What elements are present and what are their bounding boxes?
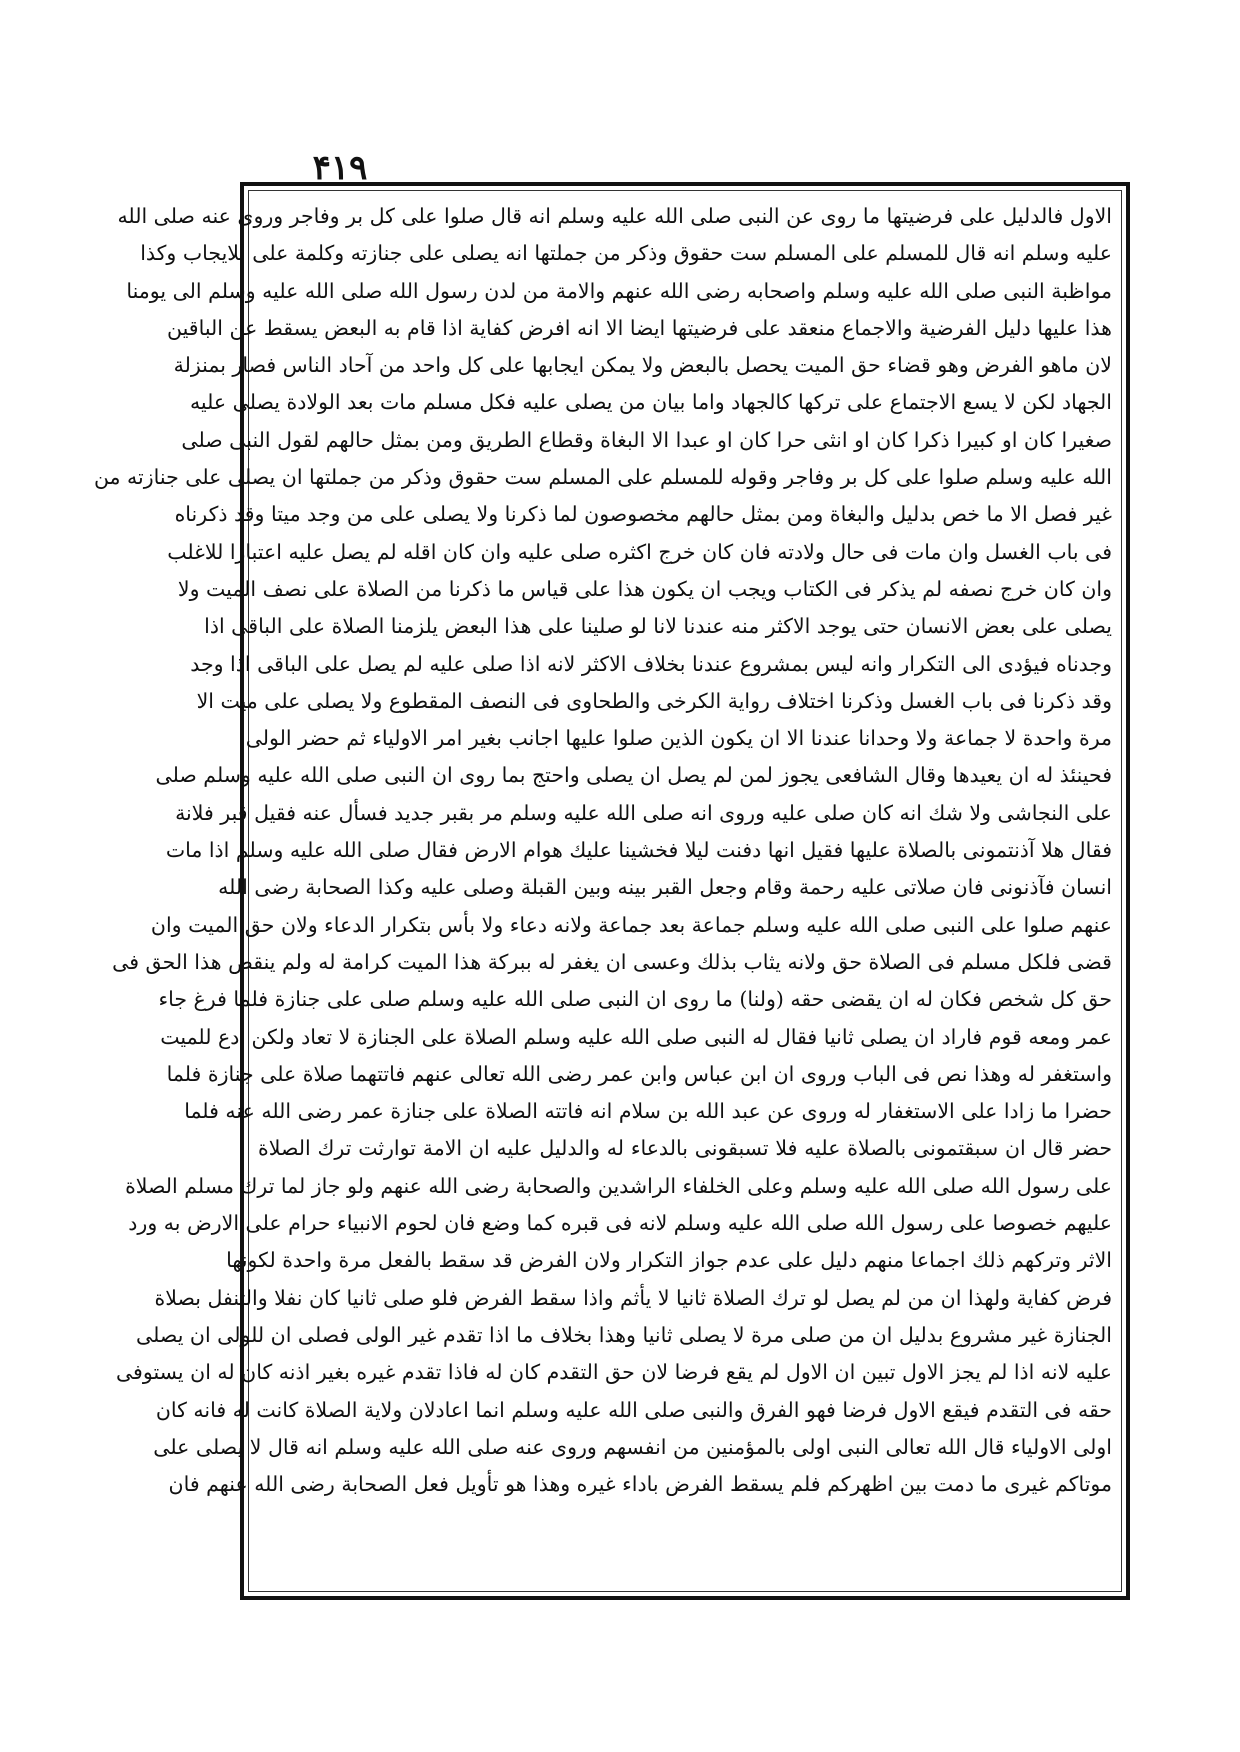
text-line: فى باب الغسل وان مات فى حال ولادته فان كان خرج اكثره صلى عليه وان كان اقله لم يصل عليه اعتبارا للاغلب xyxy=(167,539,1112,564)
text-line: فحينئذ له ان يعيدها وقال الشافعى يجوز لمن لم يصل ان يصلى واحتج بما روى ان النبى صلى الله عليه وسلم صلى xyxy=(155,763,1112,788)
text-line: واستغفر له وهذا نص فى الباب وروى ان ابن عباس وابن عمر رضى الله تعالى عنهم فاتتهما صلاة على جنازة فلما xyxy=(166,1061,1112,1086)
text-line: الاثر وتركهم ذلك اجماعا منهم دليل على عدم جواز التكرار ولان الفرض قد سقط بالفعل مرة واحدة لكونها xyxy=(226,1248,1112,1273)
text-line: يصلى على بعض الانسان حتى يوجد الاكثر منه عندنا لانا لو صلينا على هذا البعض يلزمنا الصلاة على الباقى اذا xyxy=(204,614,1112,639)
text-line: حق كل شخص فكان له ان يقضى حقه (ولنا) ما روى ان النبى صلى الله عليه وسلم صلى على جنازة فلما فرغ جاء xyxy=(158,987,1112,1012)
text-line: حضر قال ان سبقتمونى بالصلاة عليه فلا تسبقونى بالدعاء له والدليل عليه ان الامة توارثت ترك الصلاة xyxy=(258,1136,1112,1161)
text-line: الجنازة غير مشروع بدليل ان من صلى مرة لا يصلى ثانيا وهذا بخلاف ما اذا تقدم غير الولى فصلى ان للولى ان يصلى xyxy=(136,1322,1112,1347)
text-line: عليه وسلم انه قال للمسلم على المسلم ست حقوق وذكر من جملتها انه يصلى على جنازته وكلمة على للايجاب وكذا xyxy=(140,241,1112,266)
text-line: قضى فلكل مسلم فى الصلاة حق ولانه يثاب بذلك وعسى ان يغفر له ببركة هذا الميت كرامة له ولم ينقض هذا الحق فى xyxy=(112,949,1112,974)
text-line: وان كان خرج نصفه لم يذكر فى الكتاب ويجب ان يكون هذا على قياس ما ذكرنا من الصلاة على نصف الميت ولا xyxy=(177,576,1112,601)
text-line: عليهم خصوصا على رسول الله صلى الله عليه وسلم لانه فى قبره كما وضع فان لحوم الانبياء حرام على الارض به ورد xyxy=(128,1211,1112,1236)
text-line: وجدناه فيؤدى الى التكرار وانه ليس بمشروع عندنا بخلاف الاكثر لانه اذا صلى عليه لم يصل على الباقى اذا وجد xyxy=(190,651,1112,676)
text-line: اولى الاولياء قال الله تعالى النبى اولى بالمؤمنين من انفسهم وروى عنه صلى الله عليه وسلم انه قال لا يصلى على xyxy=(153,1434,1112,1459)
text-line: حضرا ما زادا على الاستغفار له وروى عن عبد الله بن سلام انه فاتته الصلاة على جنازة عمر رضى الله عنه فلما xyxy=(184,1099,1112,1124)
text-line: فقال هلا آذنتمونى بالصلاة عليها فقيل انها دفنت ليلا فخشينا عليك هوام الارض فقال صلى الله عليه وسلم اذا مات xyxy=(165,838,1112,863)
text-line: عمر ومعه قوم فاراد ان يصلى ثانيا فقال له النبى صلى الله عليه وسلم الصلاة على الجنازة لا تعاد ولكن ادع للميت xyxy=(160,1024,1112,1049)
text-line: انسان فآذنونى فان صلاتى عليه رحمة وقام وجعل القبر بينه وبين القبلة وصلى عليه وكذا الصحابة رضى الله xyxy=(218,875,1112,900)
text-line: مواظبة النبى صلى الله عليه وسلم واصحابه رضى الله عنهم والامة من لدن رسول الله صلى الله عليه وسلم الى يومنا xyxy=(126,278,1112,303)
text-line: لان ماهو الفرض وهو قضاء حق الميت يحصل بالبعض ولا يمكن ايجابها على كل واحد من آحاد الناس فصار بمنزلة xyxy=(173,353,1112,378)
text-line: عنهم صلوا على النبى صلى الله عليه وسلم جماعة بعد جماعة ولانه دعاء ولا بأس بتكرار الدعاء ولان حق الميت وان xyxy=(150,912,1112,937)
text-line: موتاكم غيرى ما دمت بين اظهركم فلم يسقط الفرض باداء غيره وهذا هو تأويل فعل الصحابة رضى الله عنهم فان xyxy=(168,1472,1112,1497)
text-line: على رسول الله صلى الله عليه وسلم وعلى الخلفاء الراشدين والصحابة رضى الله عنهم ولو جاز لما ترك مسلم الصلاة xyxy=(125,1173,1112,1198)
text-line: صغيرا كان او كبيرا ذكرا كان او انثى حرا كان او عبدا الا البغاة وقطاع الطريق ومن بمثل حالهم لقول النبى صلى xyxy=(181,427,1112,452)
text-line: غير فصل الا ما خص بدليل والبغاة ومن بمثل حالهم مخصوصون لما ذكرنا ولا يصلى على من وجد ميتا وقد ذكرناه xyxy=(174,502,1112,527)
text-line: الاول فالدليل على فرضيتها ما روى عن النبى صلى الله عليه وسلم انه قال صلوا على كل بر وفاجر وروى عنه صلى الله xyxy=(117,204,1112,228)
text-line: على النجاشى ولا شك انه كان صلى عليه وروى انه صلى الله عليه وسلم مر بقبر جديد فسأل عنه فقيل قبر فلانة xyxy=(175,800,1112,825)
text-line: مرة واحدة لا جماعة ولا وحدانا عندنا الا ان يكون الذين صلوا عليها اجانب بغير امر الاولياء ثم حضر الولى xyxy=(245,726,1112,751)
text-line: الجهاد لكن لا يسع الاجتماع على تركها كالجهاد واما بيان من يصلى عليه فكل مسلم مات بعد الولادة يصلى عليه xyxy=(189,390,1112,415)
text-line: الله عليه وسلم صلوا على كل بر وفاجر وقوله للمسلم على المسلم ست حقوق وذكر من جملتها ان يصلى على جنازته من xyxy=(93,465,1112,490)
text-line: فرض كفاية ولهذا ان من لم يصل لو ترك الصلاة ثانيا لا يأثم واذا سقط الفرض فلو صلى ثانيا كان نفلا والتنفل بصلاة xyxy=(154,1285,1112,1310)
text-line: عليه لانه اذا لم يجز الاول تبين ان الاول لم يقع فرضا لان حق التقدم كان له فاذا تقدم غيره بغير اذنه كان له ان يستوفى xyxy=(115,1360,1112,1385)
page-border-frame xyxy=(93,182,1130,1600)
page-number: ۴۱۹ xyxy=(312,148,368,188)
text-line: هذا عليها دليل الفرضية والاجماع منعقد على فرضيتها ايضا الا انه افرض كفاية اذا قام به البعض يسقط عن الباقين xyxy=(166,315,1112,340)
arabic-text-body xyxy=(93,198,1112,1582)
text-line: وقد ذكرنا فى باب الغسل وذكرنا اختلاف رواية الكرخى والطحاوى فى النصف المقطوع ولا يصلى على ميت الا xyxy=(196,688,1112,713)
text-line: حقه فى التقدم فيقع الاول فرضا فهو الفرق والنبى صلى الله عليه وسلم انما اعادلان ولاية الصلاة كانت له فانه كان xyxy=(155,1397,1112,1422)
